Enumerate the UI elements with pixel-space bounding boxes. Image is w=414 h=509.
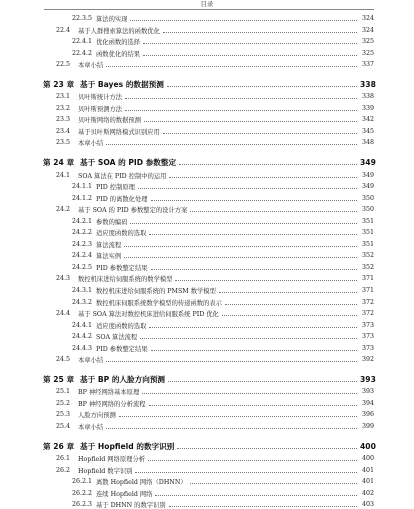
toc-entry-number: 26.1 [56,455,71,463]
dot-leader [149,327,357,328]
toc-entry-number: 第 24 章 [43,158,75,167]
toc-entry-title: 基于人群搜索算法的函数优化 [78,27,160,35]
toc-entry[interactable] [0,344,414,353]
toc-entry[interactable] [0,115,414,124]
toc-entry-number: 24.3.1 [72,287,93,294]
toc-entry-number: 24.5 [56,356,71,364]
dot-leader [175,280,357,281]
toc-entry-title: 基于 DHNN 的数字识别 [96,502,166,509]
toc-entry-title: 适应度函数的选取 [96,322,147,330]
toc-entry[interactable] [0,14,414,23]
toc-entry-title: Hopfield 网络原理分析 [78,456,146,464]
toc-entry-page: 349 [360,158,376,167]
toc-entry-title: 本章小结 [78,62,104,70]
toc-entry[interactable] [0,286,414,295]
dot-leader [106,428,357,429]
dot-leader [119,416,357,417]
toc-entry[interactable] [0,410,414,419]
toc-entry-page: 401 [361,478,374,486]
dot-leader [163,32,357,33]
dot-leader [155,495,357,496]
toc-entry-number: 26.2 [56,466,71,474]
toc-entry[interactable] [0,127,414,136]
toc-entry-page: 338 [361,93,374,101]
toc-entry-title: 算法实例 [96,253,122,261]
toc-entry-page: 392 [361,356,374,364]
toc-entry-page: 350 [361,194,374,202]
toc-entry-number: 第 23 章 [43,79,75,89]
toc-entry-title: 基于 Hopfield 的数字识别 [80,441,175,451]
toc-entry[interactable] [0,399,414,408]
toc-entry-title: 基于 SOA 的 PID 参数整定的设计方案 [78,207,188,215]
dot-leader [125,110,357,111]
toc-entry-title: 优化函数的选择 [96,39,141,47]
toc-entry-page: 373 [361,333,374,341]
toc-entry-page: 339 [361,104,374,112]
toc-entry[interactable] [0,182,414,191]
toc-entry-title: 基于 BP 的人脸方向预测 [80,374,166,384]
dot-leader [168,381,357,382]
toc-entry-title: 本章小结 [78,140,104,148]
toc-entry-number: 24.2.2 [72,229,93,237]
toc-entry-page: 324 [361,26,374,34]
toc-entry-page: 372 [361,298,374,306]
toc-entry-title: 贝叶斯统计方法 [78,94,123,102]
toc-entry-number: 25.2 [56,399,71,407]
dot-leader [179,164,357,165]
toc-entry-number: 22.4.1 [72,38,93,46]
toc-entry-page: 345 [361,127,374,135]
dot-leader [106,144,357,145]
toc-entry-page: 399 [361,423,374,430]
toc-entry[interactable] [0,171,414,180]
header-rule [44,9,374,10]
toc-entry-number: 24.2.1 [72,217,93,225]
toc-entry-number: 23.5 [56,139,71,147]
toc-entry[interactable] [0,49,414,58]
toc-entry-number: 23.2 [56,104,71,112]
toc-entry-page: 351 [361,217,374,225]
dot-leader [130,20,357,21]
toc-entry-page: 325 [361,38,374,46]
toc-entry-page: 403 [361,501,374,509]
toc-entry[interactable] [0,332,414,341]
toc-entry-number: 24.1.2 [72,194,93,202]
toc-entry-title: SOA 算法流程 [96,334,138,342]
toc-entry-number: 26.2.1 [72,478,93,486]
dot-leader [151,350,357,351]
toc-entry-page: 372 [361,310,374,318]
toc-entry[interactable] [0,37,414,46]
dot-leader [143,55,357,56]
toc-entry-title: 基于贝叶斯网络模式识别应用 [78,128,160,136]
toc-entry-number: 23.3 [56,116,71,124]
toc-entry-page: 371 [361,287,374,294]
dot-leader [106,66,357,67]
toc-entry-title: 适应度函数的选取 [96,230,147,238]
toc-entry[interactable] [0,92,414,101]
toc-entry-page: 348 [361,139,374,147]
toc-entry[interactable] [0,422,414,431]
toc-entry-title: PID 控制原理 [96,184,135,192]
dot-leader [106,361,357,362]
toc-entry[interactable] [0,454,414,463]
dot-leader [149,405,357,406]
toc-entry-page: 325 [361,49,374,57]
toc-entry-page: 324 [361,15,374,22]
dot-leader [142,393,357,394]
toc-entry-page: 342 [361,116,374,124]
toc-entry[interactable] [0,298,414,307]
toc-entry[interactable] [0,489,414,498]
toc-entry-number: 第 26 章 [43,441,75,451]
toc-entry-page: 337 [361,61,374,69]
toc-entry[interactable] [0,321,414,330]
toc-entry-title: 贝叶斯预测方法 [78,105,123,113]
toc-entry-page: 338 [360,79,376,89]
toc-entry-number: 22.4 [56,26,71,34]
toc-entry-title: 离散 Hopfield 网络（DHNN） [96,479,187,487]
toc-entry-title: 基于 SOA 算法对数控机床进给伺服系统 PID 优化 [78,311,219,319]
dot-leader [124,257,357,258]
toc-entry-number: 25.1 [56,388,71,396]
toc-entry-title: PID 的离散化处理 [96,195,148,203]
toc-entry[interactable] [0,477,414,486]
toc-entry-number: 26.2.3 [72,501,93,509]
toc-entry-number: 24.3.2 [72,298,93,306]
dot-leader [190,483,357,484]
dot-leader [169,177,357,178]
toc-entry-page: 394 [361,399,374,407]
toc-entry[interactable] [0,205,414,214]
toc-entry-title: 数控机床进给伺服系统的 PMSM 数学模型 [96,288,216,295]
toc-entry-page: 371 [361,275,374,283]
toc-entry-title: 算法流程 [96,241,122,249]
dot-leader [151,200,357,201]
dot-leader [222,315,357,316]
dot-leader [151,269,357,270]
toc-entry[interactable] [0,60,414,69]
toc-entry-number: 23.4 [56,127,71,135]
toc-entry-title: 参数的编码 [96,218,128,226]
toc-entry-page: 400 [360,441,376,451]
toc-entry[interactable] [0,104,414,113]
toc-entry[interactable] [0,274,414,283]
toc-entry-title: 本章小结 [78,424,104,431]
toc-entry-page: 396 [361,411,374,419]
toc-entry[interactable] [0,466,414,475]
dot-leader [140,338,357,339]
toc-entry-page: 349 [361,171,374,179]
toc-entry[interactable] [0,217,414,226]
toc-entry-number: 24.4.1 [72,321,93,329]
toc-entry-title: BP 神经网络的分析流程 [78,400,146,408]
toc-entry[interactable] [0,240,414,249]
toc-entry-title: 基于 SOA 的 PID 参数整定 [80,158,177,167]
toc-entry-number: 24.4.3 [72,344,93,352]
toc-entry-page: 373 [361,321,374,329]
toc-entry-title: 基于 Bayes 的数据预测 [80,79,164,89]
toc-entry-number: 25.4 [56,423,71,430]
toc-entry-page: 401 [361,466,374,474]
toc-entry-title: SOA 算法在 PID 控制中的运用 [78,172,167,180]
toc-entry-title: BP 神经网络基本原理 [78,389,140,397]
toc-entry-title: 贝叶斯网络的数据预测 [78,117,141,125]
toc-entry[interactable] [0,387,414,396]
dot-leader [144,121,357,122]
dot-leader [148,460,357,461]
dot-leader [130,223,357,224]
toc-entry-title: PID 参数整定结果 [96,264,148,272]
toc-entry-title: PID 参数整定结果 [96,345,148,353]
toc-entry-number: 26.2.2 [72,489,93,497]
toc-entry-page: 393 [360,374,376,384]
toc-entry-number: 第 25 章 [43,374,75,384]
toc-entry-page: 352 [361,252,374,260]
toc-entry-number: 22.4.2 [72,49,93,57]
toc-entry-number: 24.3 [56,275,71,283]
toc-entry[interactable] [0,263,414,272]
dot-leader [190,211,357,212]
toc-entry[interactable] [0,500,414,509]
toc-entry-title: 本章小结 [78,357,104,365]
toc-entry[interactable] [0,194,414,203]
toc-chapter-entry[interactable] [0,79,414,90]
toc-entry-number: 25.3 [56,411,71,419]
dot-leader [138,188,357,189]
toc-entry-page: 351 [361,229,374,237]
toc-chapter-entry[interactable] [0,157,414,168]
toc-entry-number: 24.2.5 [72,263,93,271]
toc-entry-number: 24.4.2 [72,333,93,341]
toc-entry-number: 24.4 [56,310,71,318]
toc-entry-page: 373 [361,344,374,352]
toc-entry-title: 数控机床进给伺服系统的数学模型 [78,276,173,284]
dot-leader [177,448,357,449]
toc-entry-number: 24.2.3 [72,240,93,248]
toc-entry[interactable] [0,251,414,260]
toc-entry-title: 函数优化的结果 [96,50,141,58]
toc-entry-number: 24.2.4 [72,252,93,260]
dot-leader [167,86,357,87]
toc-entry-number: 22.3.5 [72,15,93,22]
toc-entry-title: 人脸方向预测 [78,412,116,420]
toc-entry-title: 算法的实现 [96,16,128,23]
toc-entry-page: 400 [361,455,374,463]
toc-entry-page: 350 [361,206,374,214]
dot-leader [125,98,357,99]
toc-entry-number: 24.2 [56,206,71,214]
toc-entry-title: 数控机床伺服系统数学模型的传递函数的表示 [96,299,222,307]
toc-entry-page: 393 [361,388,374,396]
toc-entry-title: 连续 Hopfield 网络 [96,490,153,498]
toc-entry-number: 24.1 [56,171,71,179]
dot-leader [219,292,357,293]
toc-entry[interactable] [0,26,414,35]
toc-entry-page: 349 [361,183,374,191]
toc-entry[interactable] [0,138,414,147]
toc-chapter-entry[interactable] [0,441,414,452]
toc-entry[interactable] [0,355,414,364]
dot-leader [225,304,357,305]
dot-leader [149,234,357,235]
toc-entry-number: 22.5 [56,61,71,69]
toc-entry-page: 351 [361,240,374,248]
toc-entry-title: Hopfield 数字识别 [78,467,133,475]
dot-leader [135,472,357,473]
dot-leader [163,133,357,134]
toc-chapter-entry[interactable] [0,374,414,385]
toc-entry[interactable] [0,309,414,318]
toc-entry-page: 402 [361,489,374,497]
toc-entry-page: 352 [361,263,374,271]
dot-leader [124,246,357,247]
dot-leader [143,43,357,44]
toc-entry[interactable] [0,228,414,237]
toc-entry-number: 24.1.1 [72,183,93,191]
toc-entry-number: 23.1 [56,93,71,101]
header-title: 目录 [200,0,214,8]
